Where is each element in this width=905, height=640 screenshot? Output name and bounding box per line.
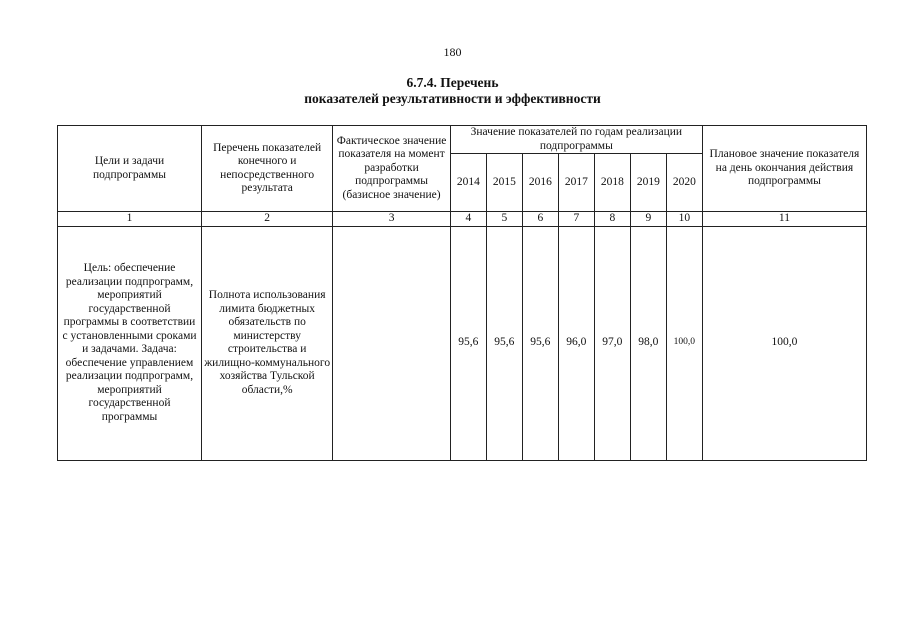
title-line-1: 6.7.4. Перечень (406, 75, 499, 90)
column-number: 7 (558, 212, 594, 227)
base-value-cell (333, 226, 451, 460)
header-planned-value: Плановое значение показателя на день окончания действия подпрограммы (702, 126, 866, 212)
title-line-2: показателей результативности и эффективности (304, 91, 601, 106)
year-value-cell: 98,0 (630, 226, 666, 460)
header-years-group: Значение показателей по годам реализации подпрограммы (450, 126, 702, 154)
column-number: 9 (630, 212, 666, 227)
column-number: 6 (522, 212, 558, 227)
year-value-cell: 95,6 (450, 226, 486, 460)
column-number: 5 (486, 212, 522, 227)
header-year: 2016 (522, 154, 558, 212)
document-title (0, 75, 905, 107)
column-number: 10 (666, 212, 702, 227)
column-number: 1 (58, 212, 202, 227)
column-number: 11 (702, 212, 866, 227)
header-year: 2014 (450, 154, 486, 212)
header-year: 2017 (558, 154, 594, 212)
planned-value-cell: 100,0 (702, 226, 866, 460)
page-number: 180 (443, 45, 462, 59)
header-year: 2019 (630, 154, 666, 212)
header-year: 2018 (594, 154, 630, 212)
year-value-cell: 95,6 (486, 226, 522, 460)
header-year: 2020 (666, 154, 702, 212)
table-row (58, 226, 867, 460)
column-number: 2 (202, 212, 333, 227)
goals-cell: Цель: обеспечение реализации подпрограмм, мероприятий государственной программы в соответствии с установленными сроками и задачами. Задача: обеспечение управлением реализации подпрограмм, мероприятий государственной программы (58, 226, 202, 460)
indicators-table (57, 125, 867, 461)
indicator-cell: Полнота использования лимита бюджетных обязательств по министерству строительства и жилищно-коммунального хозяйства Тульской области,% (202, 226, 333, 460)
column-number: 3 (333, 212, 451, 227)
header-indicators: Перечень показателей конечного и непосредственного результата (202, 126, 333, 212)
header-goals: Цели и задачи подпрограммы (58, 126, 202, 212)
year-value-cell: 95,6 (522, 226, 558, 460)
header-base-value: Фактическое значение показателя на момент разработки подпрограммы (базисное значение) (333, 126, 451, 212)
header-year: 2015 (486, 154, 522, 212)
column-number: 4 (450, 212, 486, 227)
year-value-cell: 100,0 (666, 226, 702, 460)
column-number: 8 (594, 212, 630, 227)
year-value-cell: 97,0 (594, 226, 630, 460)
year-value-cell: 96,0 (558, 226, 594, 460)
